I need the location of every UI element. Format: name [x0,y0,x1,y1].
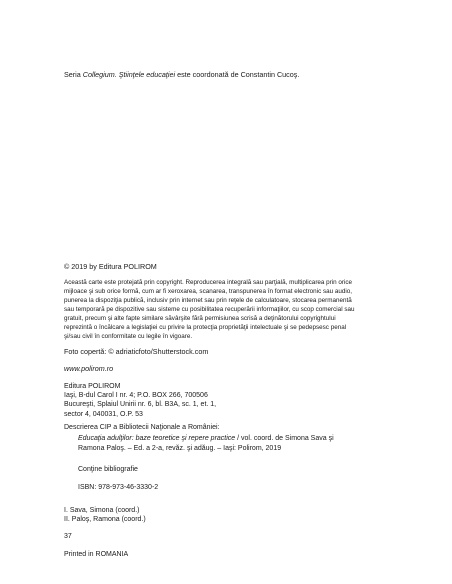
address-line: Bucureşti, Splaiul Unirii nr. 6, bl. B3A, sc. 1, et. 1, [64,401,217,409]
cip-heading: Descrierea CIP a Bibliotecii Naţionale a României: [64,424,220,431]
address-line: Editura POLIROM [64,383,121,390]
printed-in: Printed in ROMANIA [64,551,129,558]
isbn: ISBN: 978-973-46-3330-2 [78,484,159,491]
rights-line: Această carte este protejată prin copyright. Reproducerea integrală sau parţială, multiplicarea prin orice [64,279,353,286]
cip-title-block [78,434,334,453]
author-entry: II. Paloş, Ramona (coord.) [64,516,146,524]
series-prefix: Seria [64,70,83,79]
rights-line: punerea la dispoziţia publică, inclusiv prin internet sau prin reţele de calculatoare, stocarea permanentă [64,297,352,304]
series-name: Collegium. Ştiinţele educaţiei [82,70,176,79]
publisher-website: www.polirom.ro [64,364,114,373]
rights-line: mijloace şi sub orice formă, cum ar fi xeroxarea, scanarea, transpunerea în format electronic sau audio, [64,288,353,295]
author-entry: I. Sava, Simona (coord.) [64,507,140,514]
udc-code: 37 [64,533,72,540]
address-line: Iaşi, B-dul Carol I nr. 4; P.O. BOX 266, 700506 [64,392,208,400]
rights-line: sau temporară pe dispozitive sau sisteme cu posibilitatea recuperării informaţiilor, cu scop comercial sau [64,306,355,313]
cip-title-rest: / vol. coord. de Simona Sava şi [235,435,334,442]
series-suffix: este coordonată de Constantin Cucoş. [175,70,300,79]
author-list [64,506,146,524]
rights-notice [64,278,388,341]
rights-line: reprezintă o încălcare a legislaţiei cu privire la protecţia proprietăţii intelectuale şi se pedepsesc penal [64,324,347,331]
rights-line: şi/sau civil în conformitate cu legile în vigoare. [64,333,193,340]
cover-photo-credit: Foto copertă: © adriaticfoto/Shutterstock.com [64,347,209,356]
cip-title-line2: Ramona Paloş. – Ed. a 2-a, revăz. şi adăug. – Iaşi: Polirom, 2019 [78,444,282,452]
publisher-address [64,382,216,419]
bibliography-note: Conţine bibliografie [78,466,138,473]
rights-line: gratuit, precum şi alte fapte similare săvârşite fără permisiunea scrisă a deţinătorului copyrightului [64,315,336,322]
book-title: Educaţia adulţilor: baze teoretice şi repere practice [78,435,236,442]
series-note [64,70,299,79]
address-line: sector 4, 040031, O.P. 53 [64,410,143,418]
copyright-line: © 2019 by Editura POLIROM [64,262,157,271]
